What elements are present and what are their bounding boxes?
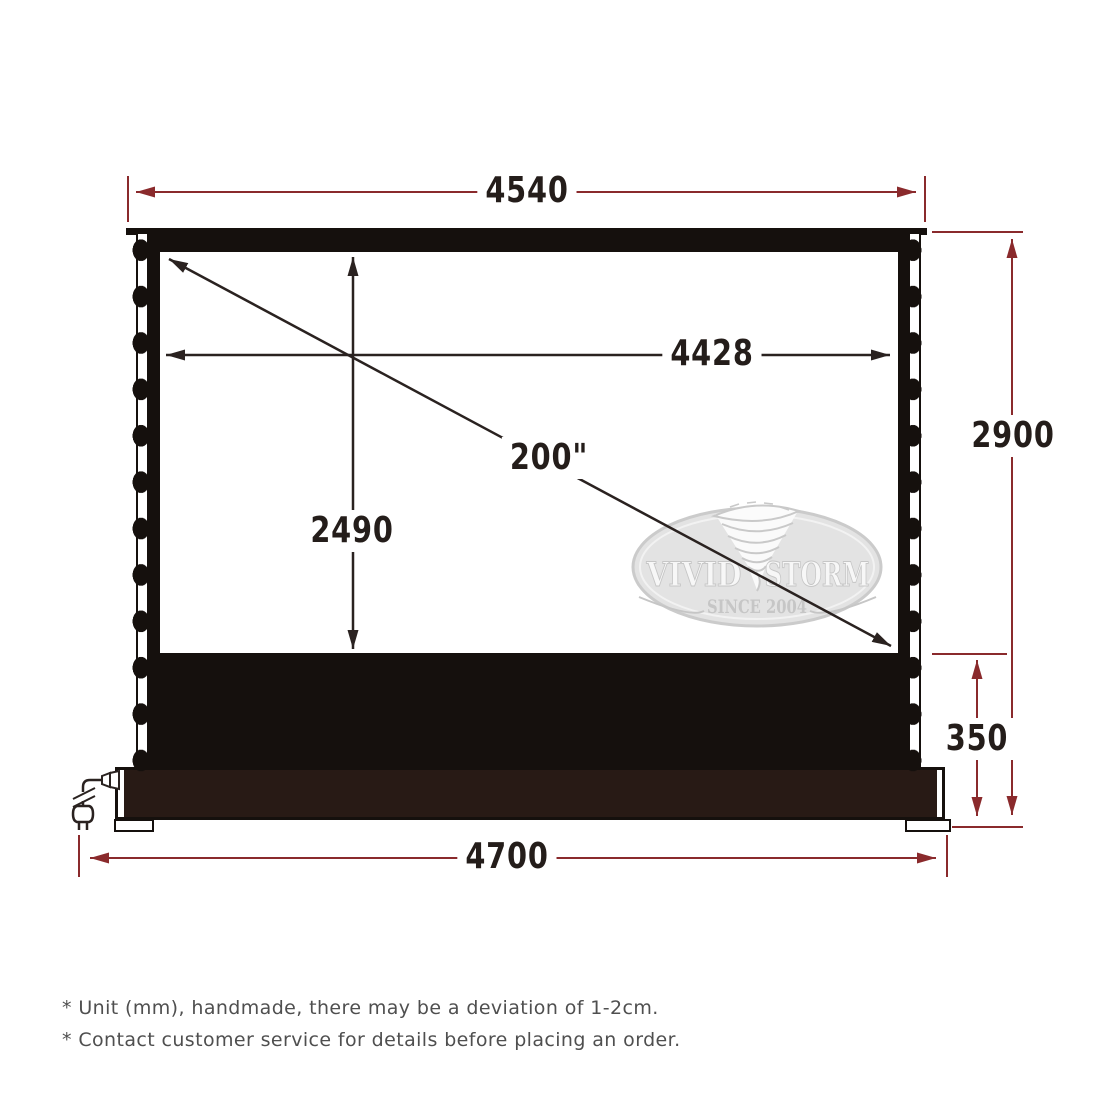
logo-tagline: SINCE 2004 [707, 596, 807, 618]
viewing-height-value: 2490 [302, 510, 401, 552]
power-plug-icon [73, 771, 119, 830]
footnote-contact: * Contact customer service for details before placing an order. [62, 1029, 681, 1051]
logo-brand-left: VIVID [645, 555, 742, 595]
logo-brand-right: STORM [764, 555, 870, 595]
footnote-unit: * Unit (mm), handmade, there may be a deviation of 1-2cm. [62, 997, 659, 1019]
viewing-width-value: 4428 [662, 333, 761, 375]
vividstorm-logo-watermark [633, 502, 881, 626]
diagonal-size-value: 200" [502, 437, 596, 479]
total-height-value: 2900 [963, 415, 1062, 457]
bottom-drop-value: 350 [938, 718, 1017, 760]
top-width-value: 4540 [477, 170, 576, 212]
base-width-value: 4700 [457, 836, 556, 878]
